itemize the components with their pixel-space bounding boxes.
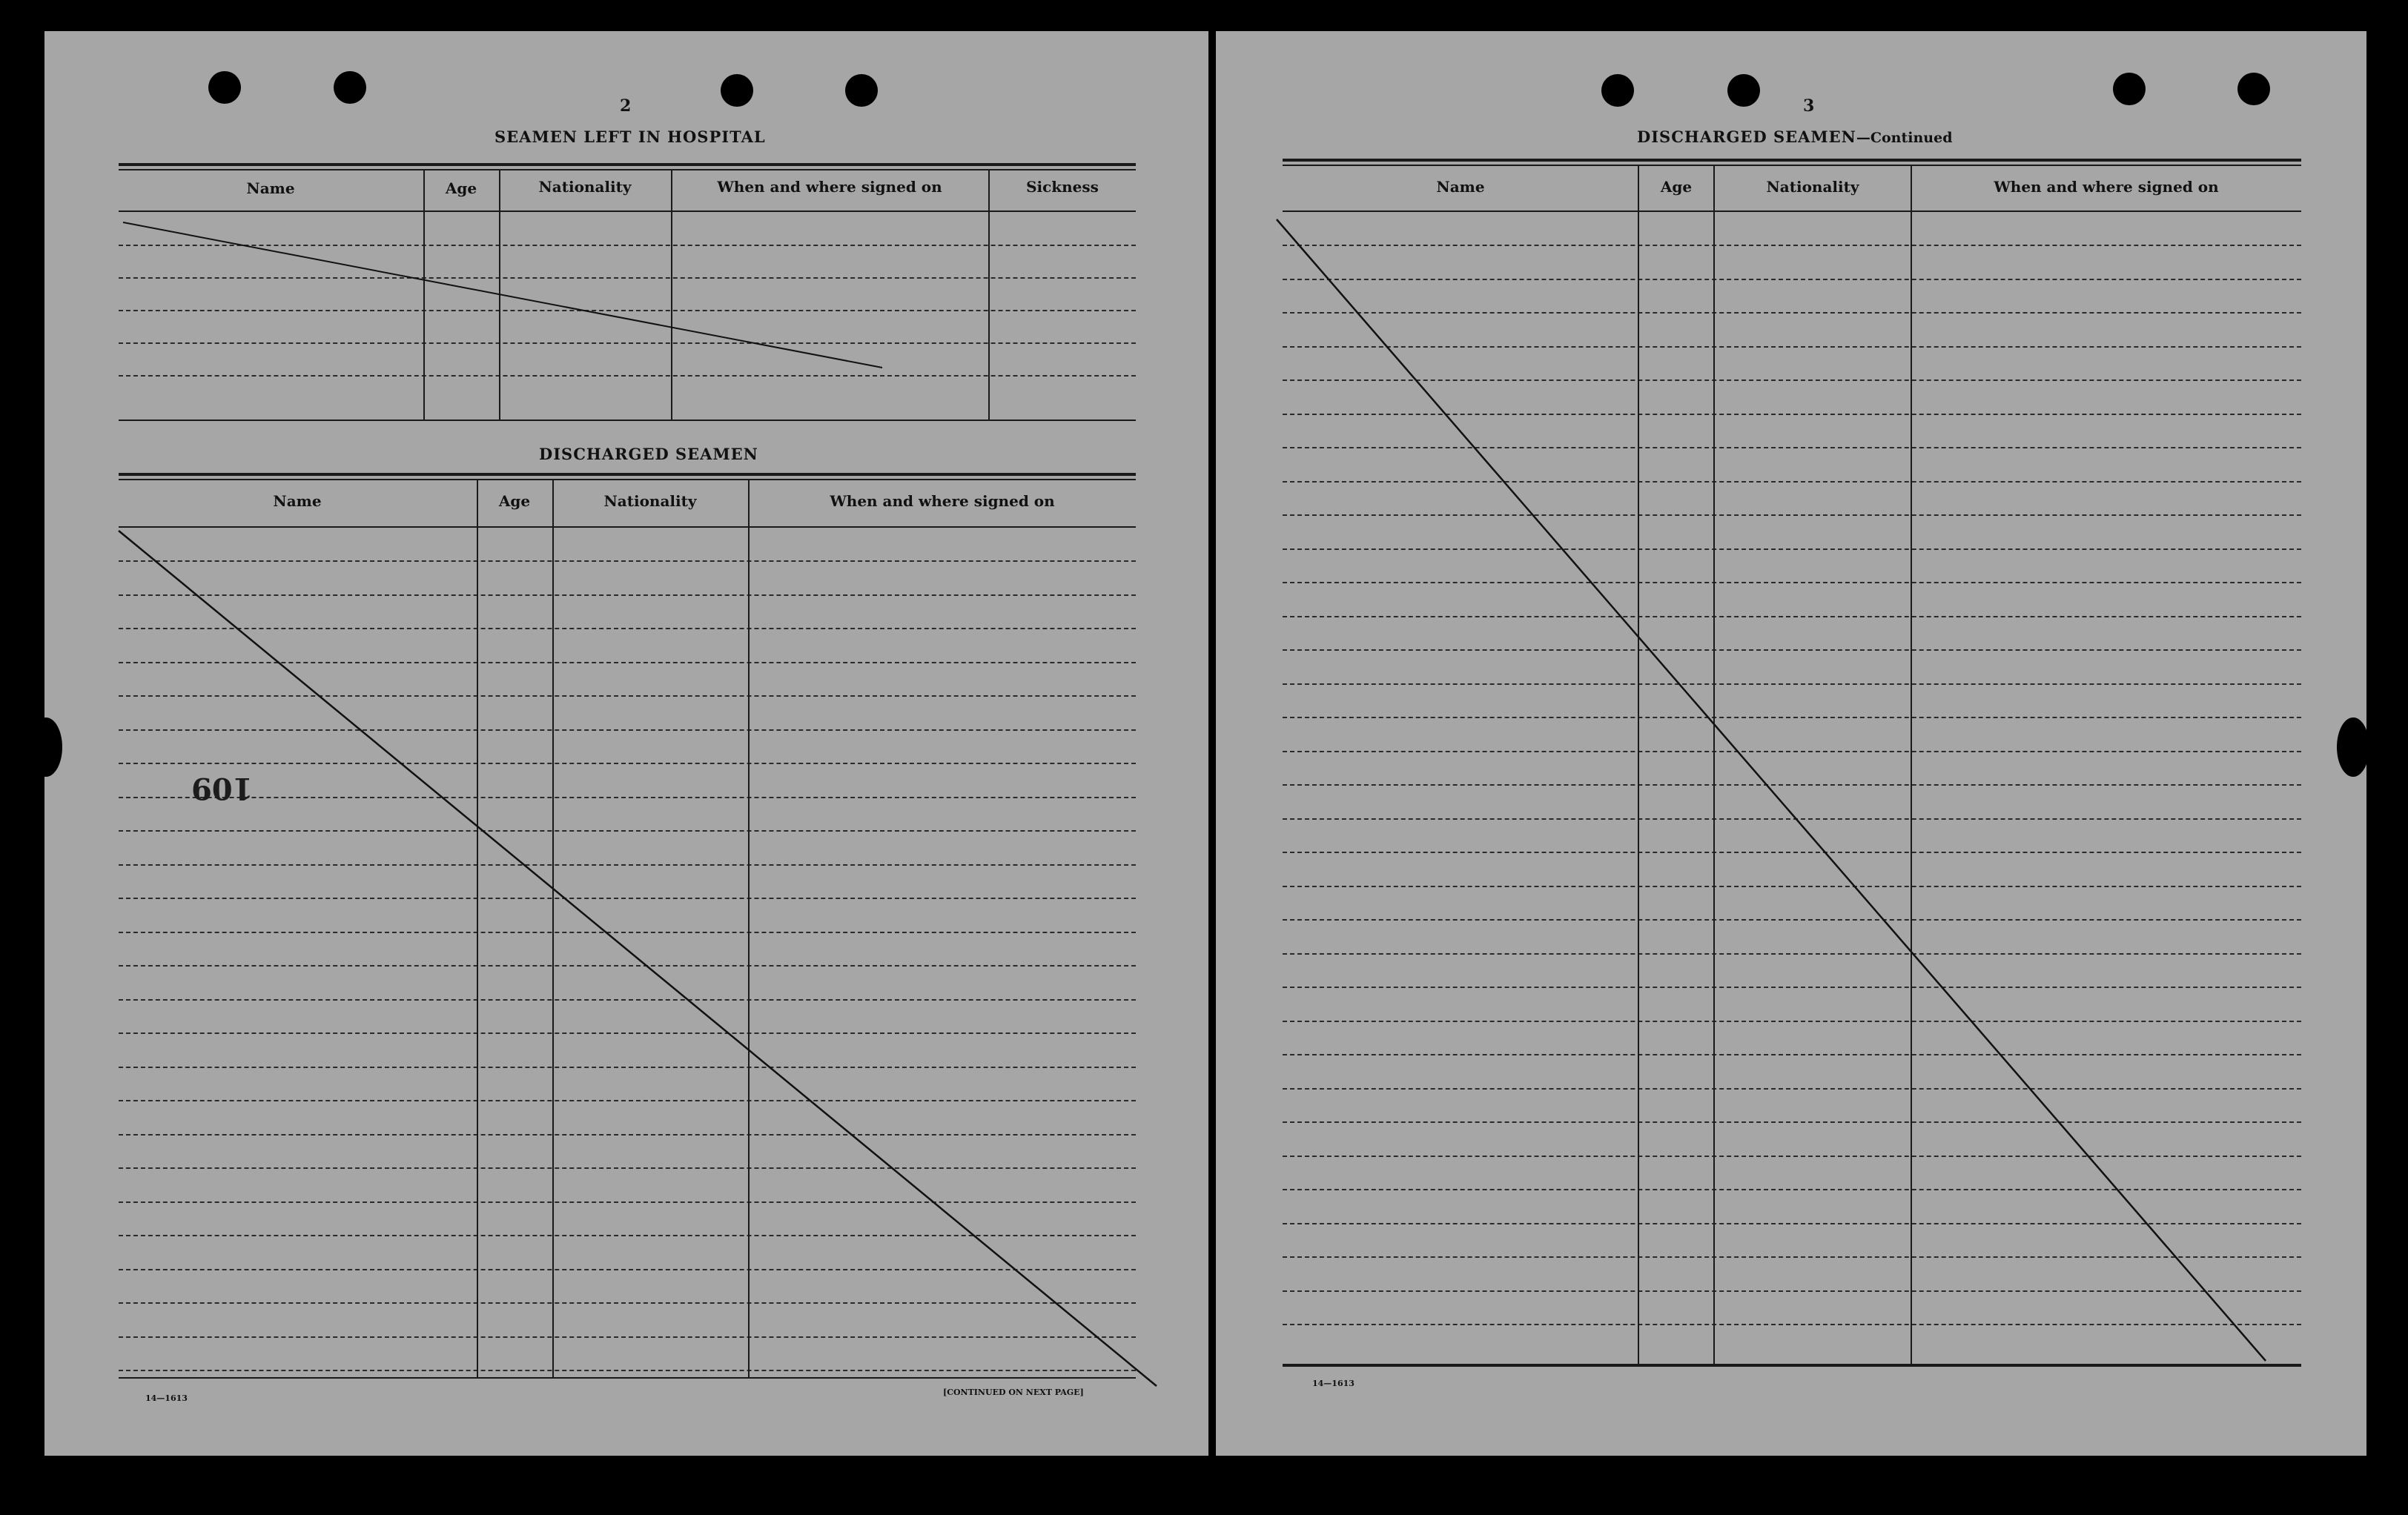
hospital-section-title: SEAMEN LEFT IN HOSPITAL [494,127,766,146]
page-number: 2 [620,96,632,116]
form-number: 14—1613 [1312,1379,1354,1388]
page-number: 3 [1803,96,1815,116]
column-header-signed-on: When and where signed on [1994,178,2219,196]
cancel-line [1277,219,2266,1361]
column-header-name: Name [246,179,295,197]
cancel-line [119,531,1157,1386]
column-header-name: Name [1436,178,1485,196]
title-continued: —Continued [1856,130,1953,146]
title-main: DISCHARGED SEAMEN [1637,127,1856,146]
column-header-sickness: Sickness [1026,178,1099,196]
continued-note: [CONTINUED ON NEXT PAGE] [943,1388,1084,1397]
discharged-section-title: DISCHARGED SEAMEN [539,445,758,463]
column-header-signed-on: When and where signed on [830,492,1055,510]
page-stamp: 109 [191,771,254,806]
form-number: 14—1613 [145,1393,188,1403]
column-header-nationality: Nationality [1766,178,1859,196]
column-header-age: Age [498,492,531,510]
column-header-nationality: Nationality [603,492,697,510]
column-header-age: Age [1660,178,1693,196]
column-header-signed-on: When and where signed on [717,178,942,196]
column-header-nationality: Nationality [538,178,632,196]
column-header-age: Age [445,179,477,197]
cancel-line [123,222,882,368]
column-header-name: Name [273,492,322,510]
